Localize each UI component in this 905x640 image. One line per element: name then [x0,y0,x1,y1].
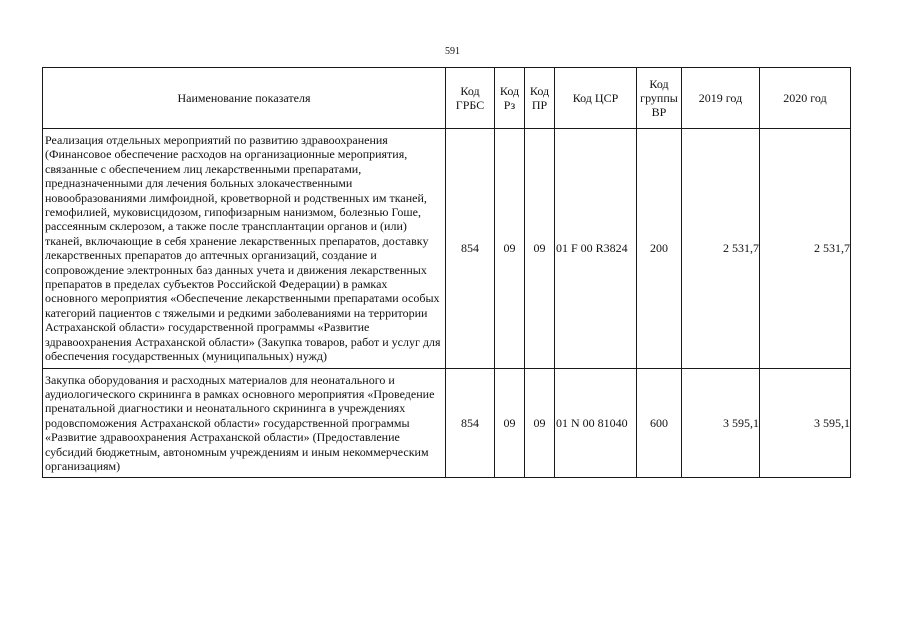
row-2020: 3 595,1 [760,368,851,478]
row-2020: 2 531,7 [760,129,851,369]
row-grbs: 854 [446,368,495,478]
row-csr: 01 F 00 R3824 [555,129,637,369]
row-rz: 09 [495,368,525,478]
row-name: Реализация отдельных мероприятий по развитию здравоохранения (Финансовое обеспечение расходов на организационные мероприятия, связанные с обеспечением лиц лекарственными препаратами, предназначенными для лечения больных злокачественными новообразованиями лимфоидной, кроветворной и родственных им тканей, гемофилией, муковисцидозом, гипофизарным нанизмом, болезнью Гоше, рассеянным склерозом, а также после трансплантации органов и (или) тканей, включающие в себя хранение лекарственных препаратов, доставку лекарственных препаратов до аптечных организаций, создание и сопровождение электронных баз данных учета и движения лекарственных препаратов в пределах субъектов Российской Федерации) в рамках основного мероприятия «Обеспечение лекарственными препаратами особых категорий пациентов с тяжелыми и редкими заболеваниями на территории Астраханской области» государственной программы «Развитие здравоохранения Астраханской области» (Закупка товаров, работ и услуг для обеспечения государственных (муниципальных) нужд) [43,129,446,369]
row-name: Закупка оборудования и расходных материалов для неонатального и аудиологического скрининга в рамках основного мероприятия «Проведение пренатальной диагностики и неонатального скрининга в учреждениях родовспоможения Астраханской области» государственной программы «Развитие здравоохранения Астраханской области» (Предоставление субсидий бюджетным, автономным учреждениям и иным некоммерческим организациям) [43,368,446,478]
header-2019: 2019 год [682,68,760,129]
table-row [43,129,851,369]
row-csr: 01 N 00 81040 [555,368,637,478]
header-rz: Код Рз [495,68,525,129]
row-pr: 09 [525,368,555,478]
header-2020: 2020 год [760,68,851,129]
table-row [43,368,851,478]
row-rz: 09 [495,129,525,369]
row-2019: 2 531,7 [682,129,760,369]
row-vr: 200 [637,129,682,369]
header-vr: Код группы ВР [637,68,682,129]
header-pr: Код ПР [525,68,555,129]
header-name: Наименование показателя [43,68,446,129]
row-pr: 09 [525,129,555,369]
row-vr: 600 [637,368,682,478]
budget-table [42,67,851,478]
header-csr: Код ЦСР [555,68,637,129]
row-2019: 3 595,1 [682,368,760,478]
header-row [43,68,851,129]
row-grbs: 854 [446,129,495,369]
page-number: 591 [445,46,460,57]
header-grbs: Код ГРБС [446,68,495,129]
